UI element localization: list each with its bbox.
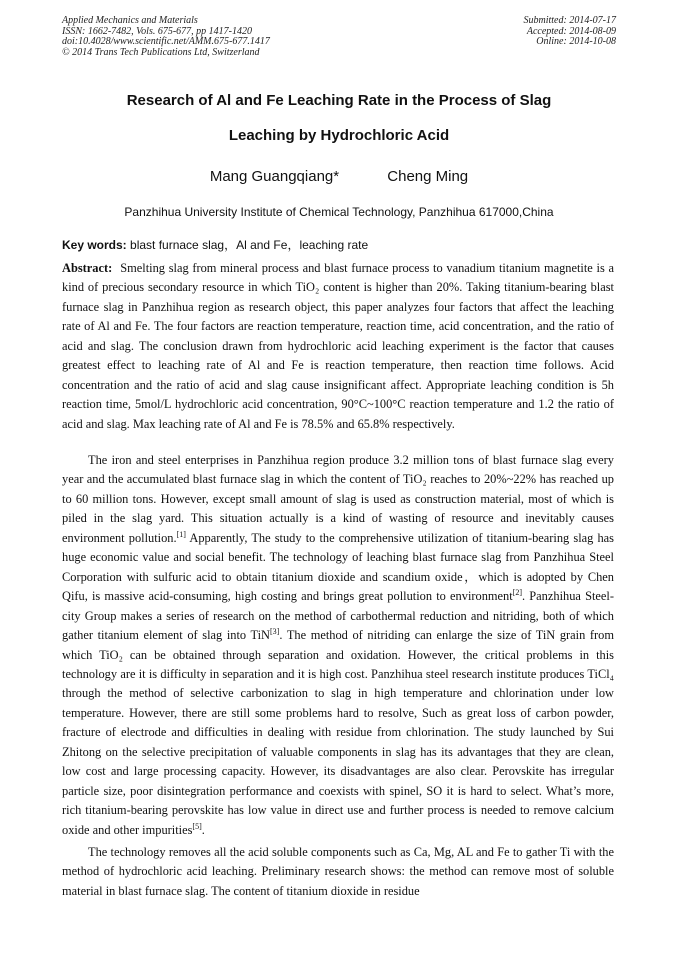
journal-name: Applied Mechanics and Materials bbox=[62, 15, 198, 26]
affiliation: Panzhihua University Institute of Chemical Technology, Panzhihua 617000,China bbox=[124, 205, 554, 219]
paper-title-line-1: Research of Al and Fe Leaching Rate in the Process of Slag bbox=[126, 92, 552, 109]
intro-paragraph-1 bbox=[62, 451, 614, 840]
para1-text-c: . Panzhihua Steel-city Group makes a series of research on the method of carbothermal reduction and nitriding, both of which gather titanium element of slag into TiN bbox=[62, 589, 614, 643]
abstract bbox=[62, 259, 614, 434]
keywords-label: Key words: bbox=[62, 238, 127, 252]
paper-title-line-2: Leaching by Hydrochloric Acid bbox=[228, 127, 450, 144]
journal-copyright: © 2014 Trans Tech Publications Ltd, Switzerland bbox=[62, 46, 260, 58]
citation-1: [1] bbox=[176, 529, 186, 539]
submitted-date: Submitted: 2014-07-17 bbox=[523, 15, 616, 26]
citation-3: [3] bbox=[270, 626, 280, 636]
submission-dates bbox=[524, 16, 617, 48]
accepted-date: Accepted: 2014-08-09 bbox=[526, 25, 616, 37]
para1-text-d: . The method of nitriding can enlarge the size of TiN grain from which TiO₂ can be obtained through separation and oxidation. However, the critical problems in this technology are it is difficulty in separation and it is high cost. Panzhihua steel research institute produces TiCl₄ through the method of selective carbonization to slag in high temperature and chlorination under low temperature. However, there are still some problems hard to resolve, Such as great loss of carbon powder, fracture of electrode and difficulties in dealing with residue from chlorination. The study launched by Sui Zhitong on the selective precipitation of valuable components in slag has its advantages that they are clean, low cost and large processing capacity. However, its disadvantages are also clear. Perovskite has irregular particle size, poor disintegration performance and coexists with spinel, SO it is hard to select. What’s more, rich titanium-bearing perovskite has low value in direct use and further process is needed to remove calcium oxide and other impurities bbox=[62, 628, 614, 837]
author-1: Mang Guangqiang* bbox=[209, 168, 340, 185]
journal-doi: doi:10.4028/www.scientific.net/AMM.675-677.1417 bbox=[62, 36, 270, 48]
keywords-text: blast furnace slag，Al and Fe，leaching rate bbox=[126, 238, 369, 252]
abstract-label: Abstract: bbox=[62, 261, 113, 275]
citation-5: [5] bbox=[192, 821, 202, 831]
journal-issn: ISSN: 1662-7482, Vols. 675-677, pp 1417-1420 bbox=[62, 25, 252, 37]
para1-text-e: . bbox=[201, 822, 205, 837]
para2-text: The technology removes all the acid soluble components such as Ca, Mg, AL and Fe to gather Ti with the method of hydrochloric acid leaching. Preliminary research shows: the method can remove most of soluble material in blast furnace slag. The content of titanium dioxide in residue bbox=[62, 845, 614, 898]
intro-paragraph-2 bbox=[62, 843, 614, 901]
para1-text-b: Apparently, The study to the comprehensive utilization of titanium-bearing slag has huge economic value and social benefit. The technology of leaching blast furnace slag from Panzhihua Steel Corporation with sulfuric acid to obtain titanium dioxide and scandium oxide，which is adopted by Chen Qifu, is massive acid-consuming, high costing and brings great pollution to environment bbox=[62, 530, 614, 604]
author-2: Cheng Ming bbox=[387, 168, 469, 185]
citation-2: [2] bbox=[512, 588, 523, 598]
online-date: Online: 2014-10-08 bbox=[536, 36, 616, 48]
abstract-text: Smelting slag from mineral process and blast furnace process to vanadium titanium magnetite is a kind of precious secondary resource in which TiO₂ content is higher than 20%. Taking titanium-bearing blast furnace slag in Panzhihua region as research object, this paper analyzes four factors that affect the leaching rate of Al and Fe. The four factors are reaction temperature, reaction time, acid concentration, and the ratio of acid and slag. The conclusion drawn from hydrochloric acid leaching experiment is the factor that causes greatest effect to leaching rate of Al and Fe is reaction temperature, then reaction time follows. Acid concentration and the ratio of acid and slag cause insignificant affect. Appropriate leaching condition is 5h reaction time, 5mol/L hydrochloric acid concentration, 90°C~100°C reaction temperature and 1.2 the ratio of acid and slag. Max leaching rate of Al and Fe is 78.5% and 65.8% respectively. bbox=[62, 261, 614, 431]
para1-text-a: The iron and steel enterprises in Panzhihua region produce 3.2 million tons of blast furnace slag every year and the accumulated blast furnace slag in which the content of TiO₂ reaches to 20%~22% has reached up to 60 million tons. However, except small amount of slag is used as construction material, most of which is piled in the slag yard. This situation actually is a kind of wasting of resource and inevitably causes environment pollution. bbox=[62, 453, 614, 545]
journal-info bbox=[62, 16, 270, 58]
keywords bbox=[62, 236, 616, 253]
author-list bbox=[62, 168, 616, 185]
